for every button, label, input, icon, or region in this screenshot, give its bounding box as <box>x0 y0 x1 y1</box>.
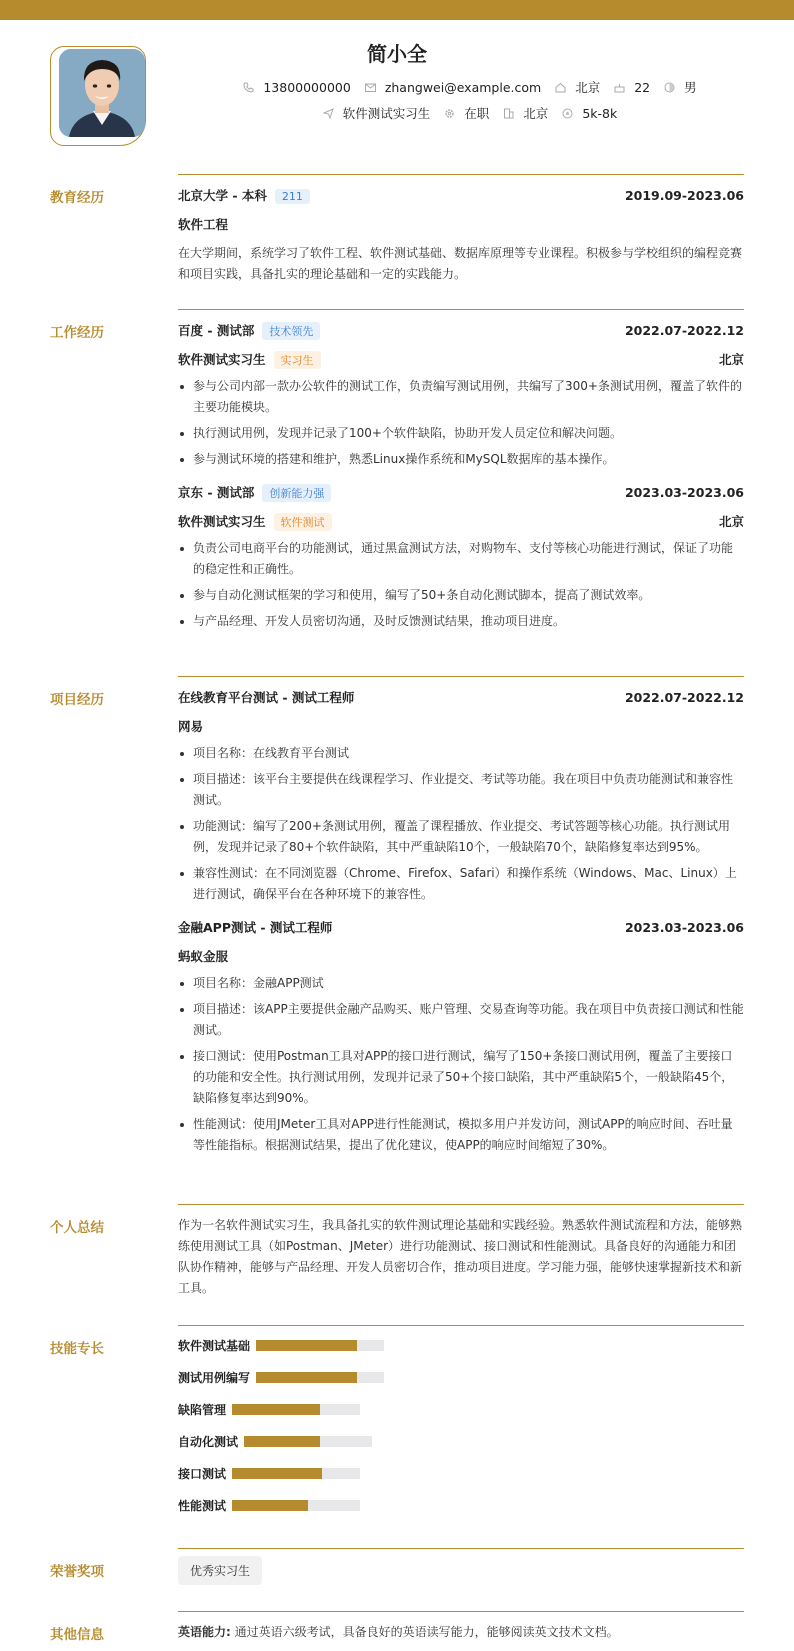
role-tag: 软件测试 <box>274 513 332 531</box>
phone-icon <box>243 82 254 93</box>
skill-bar <box>232 1500 360 1511</box>
city-value: 北京 <box>575 80 601 95</box>
major: 软件工程 <box>178 217 229 232</box>
company-name: 百度 - 测试部 <box>178 322 255 338</box>
list-item: 负责公司电商平台的功能测试，通过黑盒测试方法，对购物车、支付等核心功能进行测试，保证了功能的稳定性和正确性。 <box>178 538 744 580</box>
skill-name: 软件测试基础 <box>178 1338 251 1353</box>
section-divider <box>178 309 744 310</box>
skill-item <box>178 1329 744 1361</box>
skill-name: 自动化测试 <box>178 1434 239 1449</box>
skill-bar <box>256 1340 384 1351</box>
section-divider <box>178 174 744 175</box>
education-content <box>178 185 744 285</box>
email-value: zhangwei@example.com <box>384 79 542 95</box>
list-item: 执行测试用例，发现并记录了100+个软件缺陷，协助开发人员定位和解决问题。 <box>178 423 744 444</box>
company-tag: 创新能力强 <box>262 484 331 502</box>
project-period: 2022.07-2022.12 <box>624 689 744 705</box>
work-content <box>178 320 744 637</box>
other-text: 通过英语六级考试，具备良好的英语读写能力，能够阅读英文技术文档。 <box>234 1625 619 1639</box>
skill-name: 性能测试 <box>178 1498 227 1513</box>
project-entry <box>178 687 744 905</box>
section-title: 工作经历 <box>50 325 104 341</box>
company-name: 京东 - 测试部 <box>178 484 255 500</box>
section-title: 项目经历 <box>50 692 104 708</box>
skill-bar-fill <box>232 1500 308 1511</box>
company-tag: 技术领先 <box>262 322 320 340</box>
work-city-item <box>503 104 548 122</box>
list-item: 参与测试环境的搭建和维护，熟悉Linux操作系统和MySQL数据库的基本操作。 <box>178 449 744 470</box>
skill-bar <box>232 1468 360 1479</box>
summary-text: 作为一名软件测试实习生，我具备扎实的软件测试理论基础和实践经验。熟悉软件测试流程和方法，能够熟练使用测试工具（如Postman、JMeter）进行功能测试、接口测试和性能测试。具备良好的沟通能力和团队协作精神，能够与产品经理、开发人员密切合作，推动项目进度。学习能力强，能够快速掌握新技术和新工具。 <box>178 1218 743 1295</box>
list-item: 接口测试：使用Postman工具对APP的接口进行测试，编写了150+条接口测试用例，覆盖了主要接口的功能和安全性。执行测试用例，发现并记录了50+个接口缺陷，其中严重缺陷5个，一般缺陷45个，缺陷修复率达到90%。 <box>178 1046 744 1109</box>
list-item: 兼容性测试：在不同浏览器（Chrome、Firefox、Safari）和操作系统（Windows、Mac、Linux）上进行测试，确保平台在各种环境下的兼容性。 <box>178 863 744 905</box>
salary-item <box>562 106 617 121</box>
email-item <box>365 80 541 95</box>
skill-name: 接口测试 <box>178 1466 227 1481</box>
school-name: 北京大学 - 本科 <box>178 188 267 203</box>
section-divider <box>178 1611 744 1612</box>
cake-icon <box>614 82 625 93</box>
job-role: 软件测试实习生 <box>178 513 266 529</box>
skill-item <box>178 1393 744 1425</box>
skill-item <box>178 1457 744 1489</box>
education-desc: 在大学期间，系统学习了软件工程、软件测试基础、数据库原理等专业课程。积极参与学校组织的编程竞赛和项目实践，具备扎实的理论基础和一定的实践能力。 <box>178 246 743 281</box>
skill-bar-fill <box>232 1468 322 1479</box>
list-item: 项目名称：金融APP测试 <box>178 973 744 994</box>
send-icon <box>323 108 334 119</box>
salary-value: 5k-8k <box>582 105 618 121</box>
education-period: 2019.09-2023.06 <box>624 187 744 203</box>
list-item: 项目名称：在线教育平台测试 <box>178 743 744 764</box>
project-org: 蚂蚁金服 <box>178 949 229 964</box>
section-title: 个人总结 <box>50 1220 104 1236</box>
job-entry <box>178 482 744 632</box>
skill-bar <box>232 1404 360 1415</box>
skill-bar-fill <box>244 1436 320 1447</box>
list-item: 性能测试：使用JMeter工具对APP进行性能测试，模拟多用户并发访问，测试APP的响应时间、吞吐量等性能指标。根据测试结果，提出了优化建议，使APP的响应时间缩短了30%。 <box>178 1114 744 1156</box>
list-item: 功能测试：编写了200+条测试用例，覆盖了课程播放、作业提交、考试答题等核心功能。执行测试用例，发现并记录了80+个软件缺陷，其中严重缺陷10个，一般缺陷70个，缺陷修复率达到95%。 <box>178 816 744 858</box>
skill-name: 缺陷管理 <box>178 1402 227 1417</box>
list-item: 参与公司内部一款办公软件的测试工作，负责编写测试用例，共编写了300+条测试用例，覆盖了软件的主要功能模块。 <box>178 376 744 418</box>
section-divider <box>178 1548 744 1549</box>
gender-icon <box>664 82 675 93</box>
building-icon <box>503 108 514 119</box>
list-item: 参与自动化测试框架的学习和使用，编写了50+条自动化测试脚本，提高了测试效率。 <box>178 585 744 606</box>
other-label: 英语能力: <box>178 1625 231 1639</box>
city-item <box>555 78 600 96</box>
honors-list <box>178 1556 744 1585</box>
candidate-name: 简小全 <box>367 42 427 66</box>
gender-item <box>664 78 697 96</box>
position-item <box>323 104 431 122</box>
skill-bar <box>244 1436 372 1447</box>
job-role: 软件测试实习生 <box>178 351 266 367</box>
status-item <box>444 104 489 122</box>
section-divider <box>178 676 744 677</box>
skill-item <box>178 1361 744 1393</box>
section-title: 其他信息 <box>50 1627 104 1643</box>
school-tag: 211 <box>275 189 310 204</box>
home-icon <box>555 82 566 93</box>
other-content <box>178 1622 744 1643</box>
mail-icon <box>365 82 376 93</box>
contact-row <box>170 78 770 96</box>
age-value: 22 <box>634 79 651 95</box>
role-tag: 实习生 <box>274 351 321 369</box>
project-entry <box>178 917 744 1156</box>
job-period: 2022.07-2022.12 <box>624 322 744 338</box>
project-name: 在线教育平台测试 - 测试工程师 <box>178 690 355 705</box>
project-org: 网易 <box>178 719 204 734</box>
status-value: 在职 <box>464 106 490 121</box>
job-intent-row <box>170 104 770 122</box>
skill-item <box>178 1489 744 1521</box>
position-value: 软件测试实习生 <box>342 106 431 121</box>
skill-item <box>178 1425 744 1457</box>
section-title: 技能专长 <box>50 1341 104 1357</box>
top-accent-bar <box>0 0 794 20</box>
job-period: 2023.03-2023.06 <box>624 484 744 500</box>
phone-item <box>243 80 350 95</box>
section-divider <box>178 1325 744 1326</box>
section-title: 教育经历 <box>50 190 104 206</box>
job-location: 北京 <box>718 352 744 367</box>
project-name: 金融APP测试 - 测试工程师 <box>178 920 333 935</box>
skill-name: 测试用例编写 <box>178 1370 251 1385</box>
skills-list <box>178 1329 744 1521</box>
section-divider <box>178 1204 744 1205</box>
project-content <box>178 687 744 1161</box>
list-item: 项目描述：该APP主要提供金融产品购买、账户管理、交易查询等功能。我在项目中负责接口测试和性能测试。 <box>178 999 744 1041</box>
honor-chip: 优秀实习生 <box>178 1556 262 1585</box>
skill-bar <box>256 1372 384 1383</box>
list-item: 项目描述：该平台主要提供在线课程学习、作业提交、考试等功能。我在项目中负责功能测试和兼容性测试。 <box>178 769 744 811</box>
job-location: 北京 <box>718 514 744 529</box>
summary-content <box>178 1215 744 1299</box>
skill-bar-fill <box>256 1340 357 1351</box>
gear-icon <box>444 108 455 119</box>
job-entry <box>178 320 744 470</box>
section-title: 荣誉奖项 <box>50 1564 104 1580</box>
gender-value: 男 <box>684 80 697 95</box>
list-item: 与产品经理、开发人员密切沟通，及时反馈测试结果，推动项目进度。 <box>178 611 744 632</box>
coin-icon <box>562 108 573 119</box>
work-city-value: 北京 <box>523 106 549 121</box>
skill-bar-fill <box>256 1372 357 1383</box>
age-item <box>614 80 650 95</box>
project-period: 2023.03-2023.06 <box>624 919 744 935</box>
skill-bar-fill <box>232 1404 320 1415</box>
phone-value: 13800000000 <box>263 79 351 95</box>
